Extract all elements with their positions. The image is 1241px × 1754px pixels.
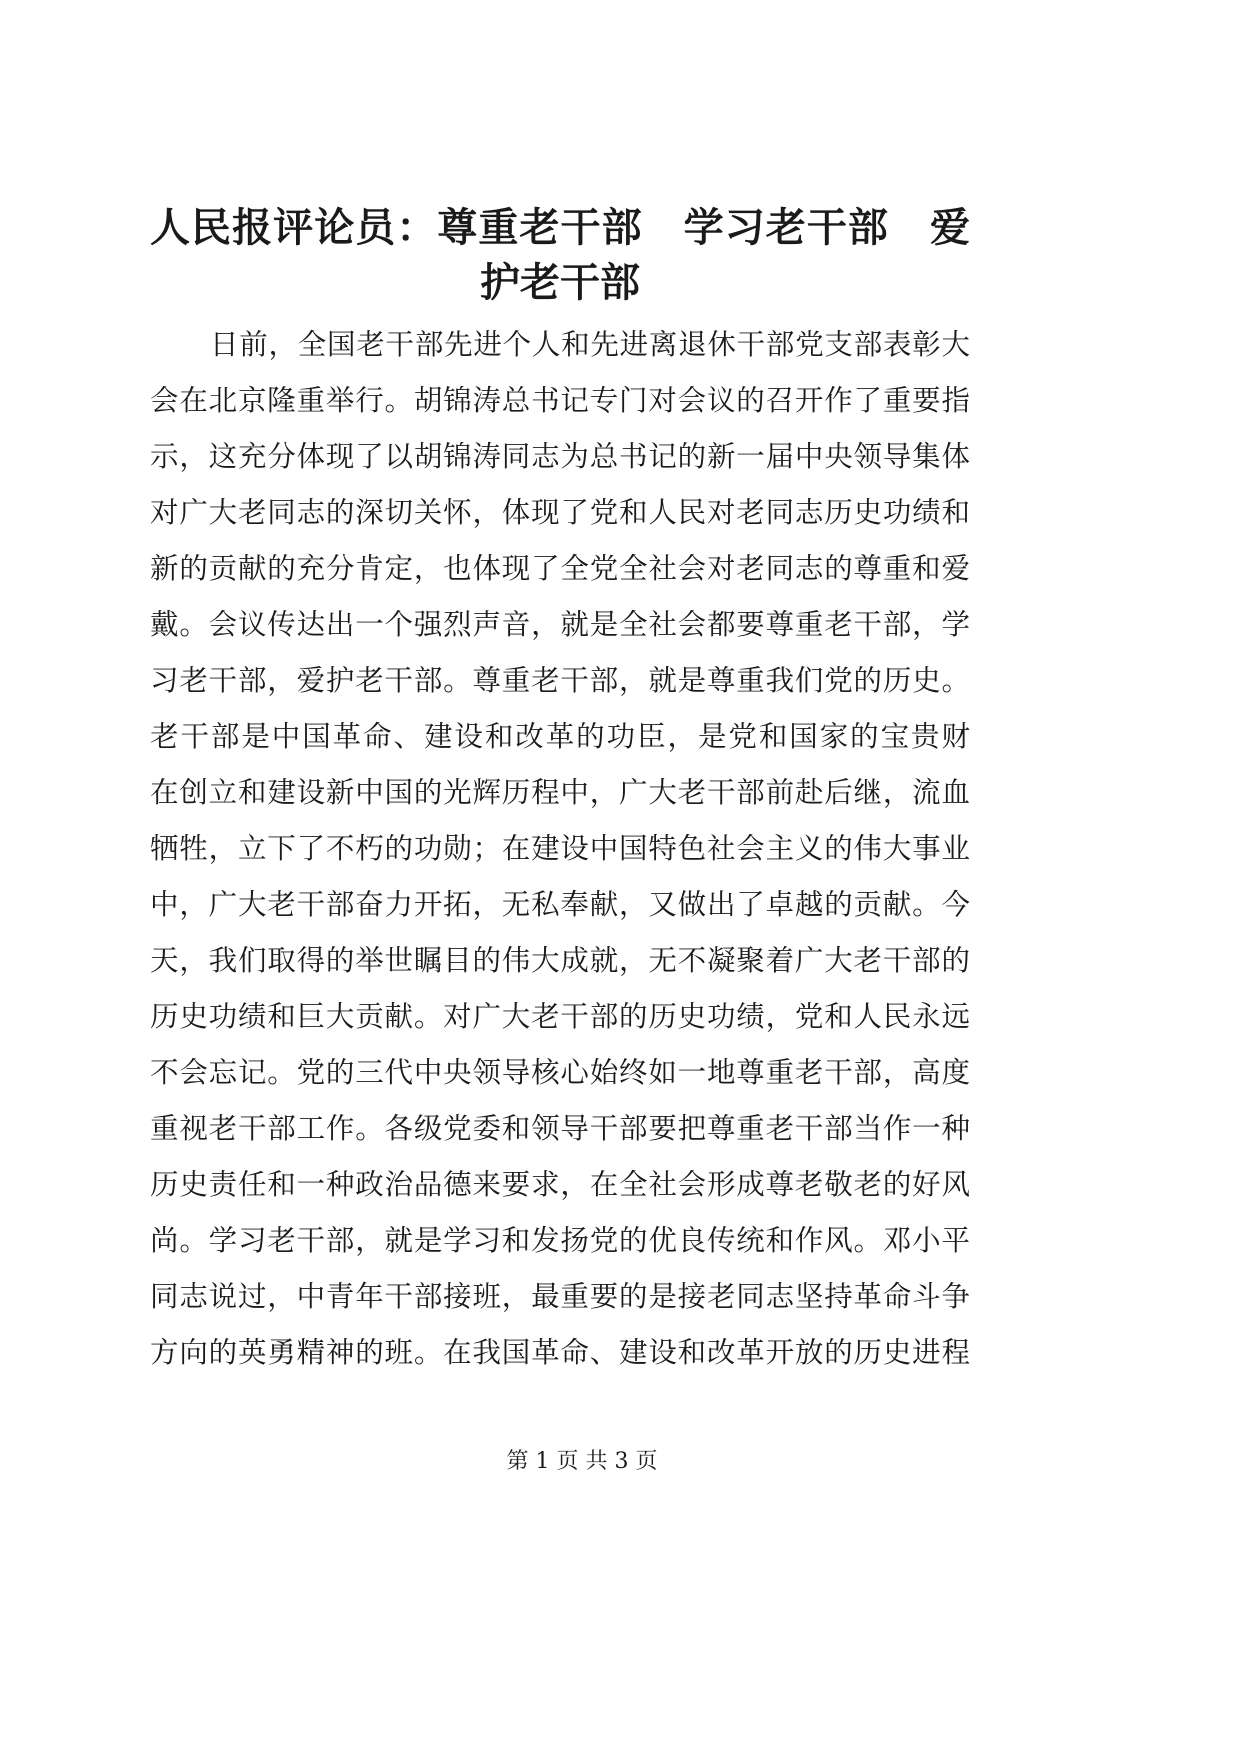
- body-line: 戴。会议传达出一个强烈声音，就是全社会都要尊重老干部，学: [150, 608, 970, 641]
- body-line: 历史责任和一种政治品德来要求，在全社会形成尊老敬老的好风: [150, 1168, 970, 1201]
- body-line: 对广大老同志的深切关怀，体现了党和人民对老同志历史功绩和: [150, 496, 970, 529]
- body-line: 同志说过，中青年干部接班，最重要的是接老同志坚持革命斗争: [150, 1280, 970, 1313]
- page-footer: 第 1 页 共 3 页: [506, 1449, 658, 1474]
- document-body: [150, 317, 970, 1381]
- body-line: 重视老干部工作。各级党委和领导干部要把尊重老干部当作一种: [150, 1112, 970, 1145]
- document-title-line-2: 护老干部: [480, 259, 640, 306]
- body-line: 牺牲，立下了不朽的功勋；在建设中国特色社会主义的伟大事业: [150, 832, 970, 865]
- body-line: 不会忘记。党的三代中央领导核心始终如一地尊重老干部，高度: [150, 1056, 970, 1089]
- body-line: 老干部是中国革命、建设和改革的功臣，是党和国家的宝贵财: [150, 720, 970, 753]
- document-title-line-1: 人民报评论员：尊重老干部 学习老干部 爱: [150, 204, 970, 251]
- body-line: 示，这充分体现了以胡锦涛同志为总书记的新一届中央领导集体: [150, 440, 970, 473]
- body-line: 习老干部，爱护老干部。尊重老干部，就是尊重我们党的历史。: [150, 664, 970, 697]
- body-line: 尚。学习老干部，就是学习和发扬党的优良传统和作风。邓小平: [150, 1224, 970, 1257]
- body-line: 会在北京隆重举行。胡锦涛总书记专门对会议的召开作了重要指: [150, 384, 970, 417]
- body-line: 日前，全国老干部先进个人和先进离退休干部党支部表彰大: [210, 328, 970, 361]
- body-line: 中，广大老干部奋力开拓，无私奉献，又做出了卓越的贡献。今: [150, 888, 970, 921]
- body-line: 方向的英勇精神的班。在我国革命、建设和改革开放的历史进程: [150, 1336, 970, 1369]
- body-line: 天，我们取得的举世瞩目的伟大成就，无不凝聚着广大老干部的: [150, 944, 970, 977]
- body-line: 历史功绩和巨大贡献。对广大老干部的历史功绩，党和人民永远: [150, 1000, 970, 1033]
- body-line: 新的贡献的充分肯定，也体现了全党全社会对老同志的尊重和爱: [150, 552, 970, 585]
- body-line: 在创立和建设新中国的光辉历程中，广大老干部前赴后继，流血: [150, 776, 970, 809]
